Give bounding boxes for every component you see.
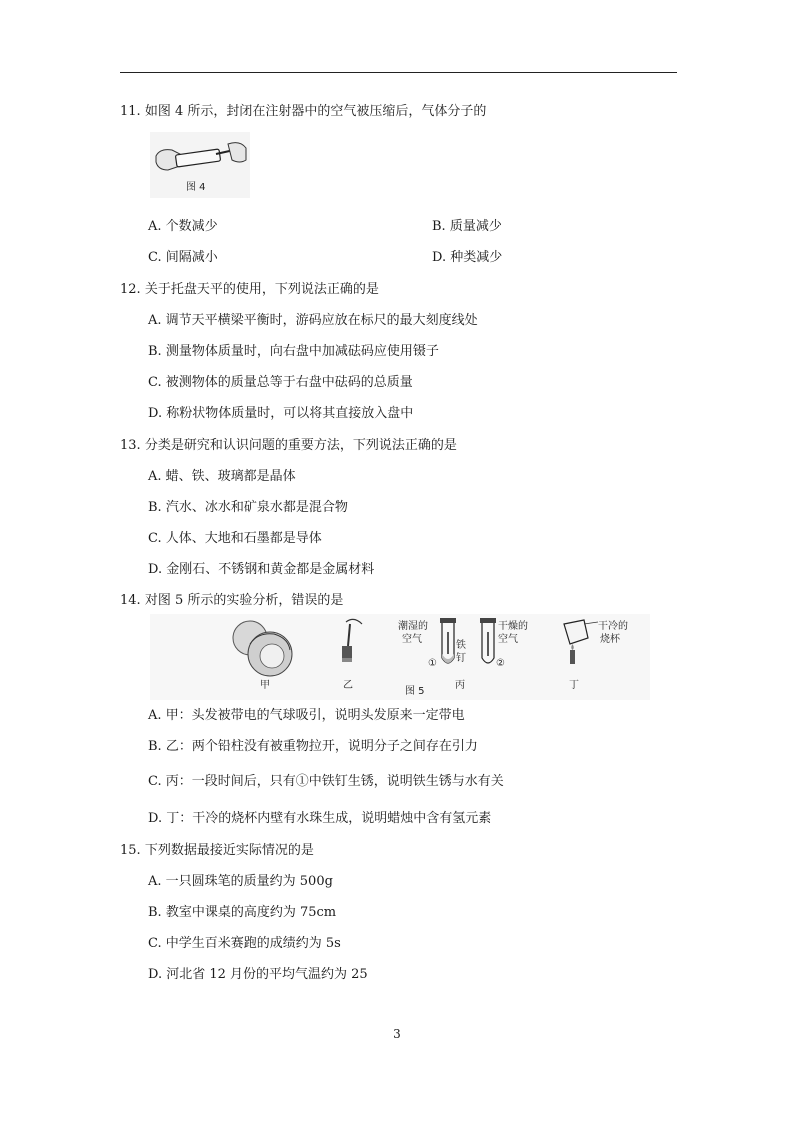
question-15-stem: 15. 下列数据最接近实际情况的是 [120,843,314,858]
figure-5-experiments [150,614,650,700]
q15-option-b: B. 教室中课桌的高度约为 75cm [148,905,337,920]
panel-label-ding: 丁 [569,680,579,691]
q13-option-d: D. 金刚石、不锈钢和黄金都是金属材料 [148,562,375,577]
figure-4-syringe [150,132,250,198]
question-14-stem: 14. 对图 5 所示的实验分析，错误的是 [120,593,344,608]
question-13-stem: 13. 分类是研究和认识问题的重要方法，下列说法正确的是 [120,438,457,453]
svg-text:①: ① [428,658,437,669]
q13-option-c: C. 人体、大地和石墨都是导体 [148,531,322,546]
page-number: 3 [393,1027,401,1041]
q11-option-d: D. 种类减少 [432,250,503,265]
q13-option-a: A. 蜡、铁、玻璃都是晶体 [148,469,296,484]
q11-option-b: B. 质量减少 [432,219,502,234]
q12-option-c: C. 被测物体的质量总等于右盘中砝码的总质量 [148,375,413,390]
panel-label-bing: 丙 [455,680,465,691]
panel-label-yi: 乙 [343,680,353,691]
q15-option-a: A. 一只圆珠笔的质量约为 500g [148,874,333,889]
figure-5-label: 图 5 [405,686,425,697]
header-rule [120,72,677,73]
q12-option-b: B. 测量物体质量时，向右盘中加减砝码应使用镊子 [148,344,439,359]
svg-text:烧杯: 烧杯 [600,634,620,645]
q12-option-d: D. 称粉状物体质量时，可以将其直接放入盘中 [148,406,414,421]
q14-option-b: B. 乙：两个铅柱没有被重物拉开，说明分子之间存在引力 [148,739,478,754]
question-12-stem: 12. 关于托盘天平的使用，下列说法正确的是 [120,282,379,297]
q12-option-a: A. 调节天平横梁平衡时，游码应放在标尺的最大刻度线处 [148,313,478,328]
svg-text:干冷的: 干冷的 [598,621,628,632]
svg-text:空气: 空气 [402,634,422,645]
svg-text:铁: 铁 [456,640,466,651]
svg-text:②: ② [496,658,505,669]
question-11-stem: 11. 如图 4 所示，封闭在注射器中的空气被压缩后，气体分子的 [120,104,487,119]
svg-text:潮湿的: 潮湿的 [398,621,428,632]
q13-option-b: B. 汽水、冰水和矿泉水都是混合物 [148,500,348,515]
q11-option-c: C. 间隔减小 [148,250,218,265]
q14-option-c: C. 丙：一段时间后，只有①中铁钉生锈，说明铁生锈与水有关 [148,774,504,789]
q11-option-a: A. 个数减少 [148,219,218,234]
figure-4-label: 图 4 [186,182,206,193]
svg-text:干燥的: 干燥的 [498,621,528,632]
panel-label-jia: 甲 [260,680,270,691]
q14-option-a: A. 甲：头发被带电的气球吸引，说明头发原来一定带电 [148,708,465,723]
svg-text:空气: 空气 [498,634,518,645]
svg-text:钉: 钉 [456,653,466,664]
q15-option-c: C. 中学生百米赛跑的成绩约为 5s [148,936,341,951]
q15-option-d: D. 河北省 12 月份的平均气温约为 25 [148,967,368,982]
q14-option-d: D. 丁：干冷的烧杯内壁有水珠生成，说明蜡烛中含有氢元素 [148,811,492,826]
